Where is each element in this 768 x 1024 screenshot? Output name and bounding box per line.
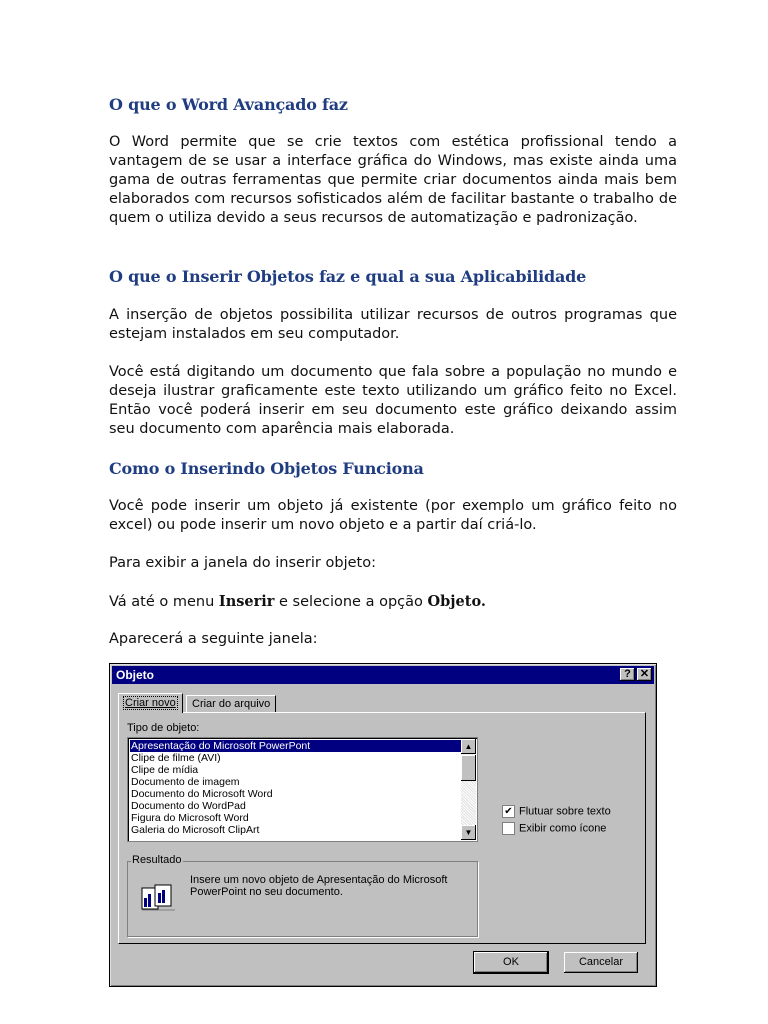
checkmark-icon: ✔ (502, 805, 515, 818)
object-type-label: Tipo de objeto: (127, 722, 200, 734)
close-button[interactable]: ✕ (637, 668, 652, 681)
heading-word-avancado: O que o Word Avançado faz (109, 95, 348, 114)
scroll-thumb[interactable] (461, 755, 476, 781)
tab-criar-do-arquivo[interactable]: Criar do arquivo (186, 695, 276, 712)
paragraph-aparecera: Aparecerá a seguinte janela: (109, 631, 318, 647)
menu-inserir-text: Inserir (218, 593, 275, 610)
scroll-up-icon[interactable]: ▲ (461, 739, 476, 754)
list-scrollbar[interactable] (461, 739, 476, 840)
dialog-title: Objeto (116, 668, 154, 682)
list-item[interactable]: Documento de imagem (131, 776, 240, 788)
display-as-icon-checkbox[interactable]: Exibir como ícone (502, 822, 606, 835)
result-group (127, 854, 478, 937)
paragraph-instrucao: Vá até o menu Inserir e selecione a opção Objeto. (109, 593, 486, 610)
tab-criar-novo[interactable]: Criar novo (118, 693, 183, 713)
list-item[interactable]: Apresentação do Microsoft PowerPont (130, 740, 461, 752)
tab-panel (118, 712, 646, 944)
heading-como-funciona: Como o Inserindo Objetos Funciona (109, 459, 424, 478)
empty-checkbox-icon (502, 822, 515, 835)
option-objeto-text: Objeto. (427, 593, 486, 610)
paragraph-insercao: A inserção de objetos possibilita utilizar recursos de outros programas que estejam instalados em seu computador. (109, 307, 677, 342)
paragraph-word-intro: O Word permite que se crie textos com estética profissional tendo a vantagem de se usar a interface gráfica do Windows, mas existe ainda uma gama de outras ferramentas que permite criar documentos ainda mais bem elaborados com recursos sofisticados além de facilitar bastante o trabalho de quem o utiliza devido a seus recursos de automatização e padronização. (109, 134, 677, 226)
paragraph-exibir-janela: Para exibir a janela do inserir objeto: (109, 555, 376, 571)
object-dialog (109, 663, 657, 987)
insert-object-icon (141, 884, 177, 914)
result-description: Insere um novo objeto de Apresentação do Microsoft PowerPoint no seu documento. (190, 874, 448, 898)
paragraph-exemplo: Você está digitando um documento que fala sobre a população no mundo e deseja ilustrar graficamente este texto utilizando um gráfico feito no Excel. Então você poderá inserir em seu documento este gráfico deixando assim seu documento com aparência mais elaborada. (109, 364, 677, 437)
object-type-list[interactable] (127, 737, 478, 842)
dialog-titlebar (112, 666, 654, 684)
result-label: Resultado (132, 854, 182, 866)
heading-inserir-objetos: O que o Inserir Objetos faz e qual a sua Aplicabilidade (109, 267, 587, 286)
list-item[interactable]: Clipe de mídia (131, 764, 199, 776)
list-item[interactable]: Documento do Microsoft Word (131, 788, 273, 800)
cancel-button[interactable]: Cancelar (564, 952, 638, 973)
list-item[interactable]: Clipe de filme (AVI) (131, 752, 221, 764)
list-item[interactable]: Galeria do Microsoft ClipArt (131, 824, 260, 836)
scroll-down-icon[interactable]: ▼ (461, 825, 476, 840)
list-item[interactable]: Figura do Microsoft Word (131, 812, 249, 824)
paragraph-inserir-existente: Você pode inserir um objeto já existente (por exemplo um gráfico feito no excel) ou pode inserir um novo objeto e a partir daí criá-lo. (109, 498, 677, 533)
float-over-text-checkbox[interactable]: ✔ Flutuar sobre texto (502, 805, 611, 818)
ok-button[interactable]: OK (474, 952, 548, 973)
list-item[interactable]: Documento do WordPad (131, 800, 246, 812)
help-button[interactable]: ? (620, 668, 635, 681)
